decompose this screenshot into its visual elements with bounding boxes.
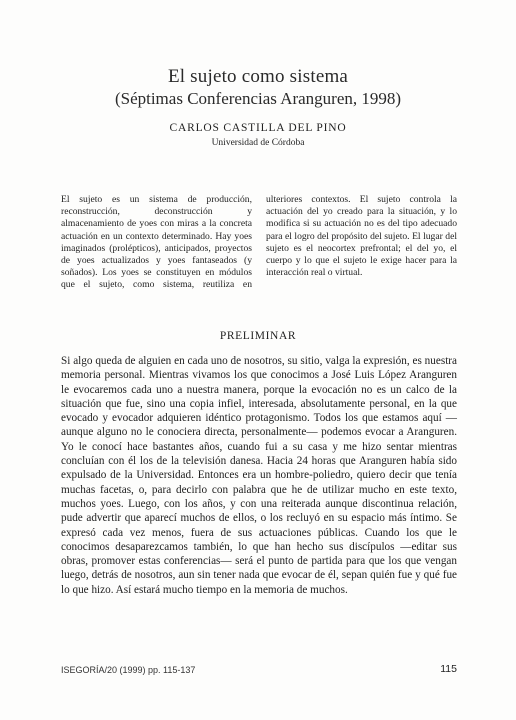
abstract: El sujeto es un sistema de producción, reconstrucción, deconstrucción y almacenamiento de yoes con miras a la concreta actuación en un contexto determinado. Hay yoes imaginados (prolépticos), anticipados, proyectos de yoes actualizados y yoes fantaseados (y soñados). Los yoes se constituyen en módulos que el sujeto, como sistema, reutiliza en ulteriores contextos. El sujeto controla la actuación del yo creado para la situación, y lo modifica si su actuación no es del tipo adecuado para el logro del propósito del sujeto. El lugar del sujeto es el neocortex prefrontal; el del yo, el cuerpo y lo que el sujeto le exige hacer para la interacción real o virtual. [61, 194, 457, 291]
article-title: El sujeto como sistema [167, 66, 349, 87]
journal-citation: ISEGORÍA/20 (1999) pp. 115-137 [61, 665, 196, 675]
section-heading: PRELIMINAR [219, 330, 297, 342]
author-affiliation: Universidad de Córdoba [211, 138, 305, 148]
body-paragraph: Si algo queda de alguien en cada uno de nosotros, su sitio, valga la expresión, es nuestra memoria personal. Mientras vivamos los que conocimos a José Luis López Aranguren le evocaremos cada uno a nuestra manera, porque la evocación no es un calco de la situación que fue, sino una copia infiel, interesada, absolutamente personal, en la que evocado y evocador adquieren idéntico protagonismo. Todos los que estamos aquí —aunque alguno no le conociera directa, personalmente— podemos evocar a Aranguren. Yo le conocí hace bastantes años, cuando fui a su casa y me hizo sentar mientras concluían con él los de la televisión danesa. Hacia 24 horas que Aranguren había sido expulsado de la Universidad. Entonces era un hombre-poliedro, quiero decir que tenía muchas facetas, o, para decirlo con palabra que he de utilizar mucho en este texto, muchos yoes. Luego, con los años, y con una reiterada aunque discontinua relación, pude advertir que aparecí muchos de ellos, o los recluyó en su espacio más íntimo. Se expresó cada vez menos, fuera de sus actuaciones públicas. Cuando los que le conocimos desaparezcamos también, lo que han hecho sus discípulos —editar sus obras, promover estas conferencias— será el punto de partida para que los que vengan luego, detrás de nosotros, aun sin tener nada que evocar de él, sepan quién fue y qué fue lo que hizo. Así estará mucho tiempo en la memoria de muchos. [61, 355, 457, 596]
page-number: 115 [440, 663, 457, 675]
article-subtitle: (Séptimas Conferencias Aranguren, 1998) [114, 89, 402, 108]
author-name: CARLOS CASTILLA DEL PINO [169, 122, 347, 134]
